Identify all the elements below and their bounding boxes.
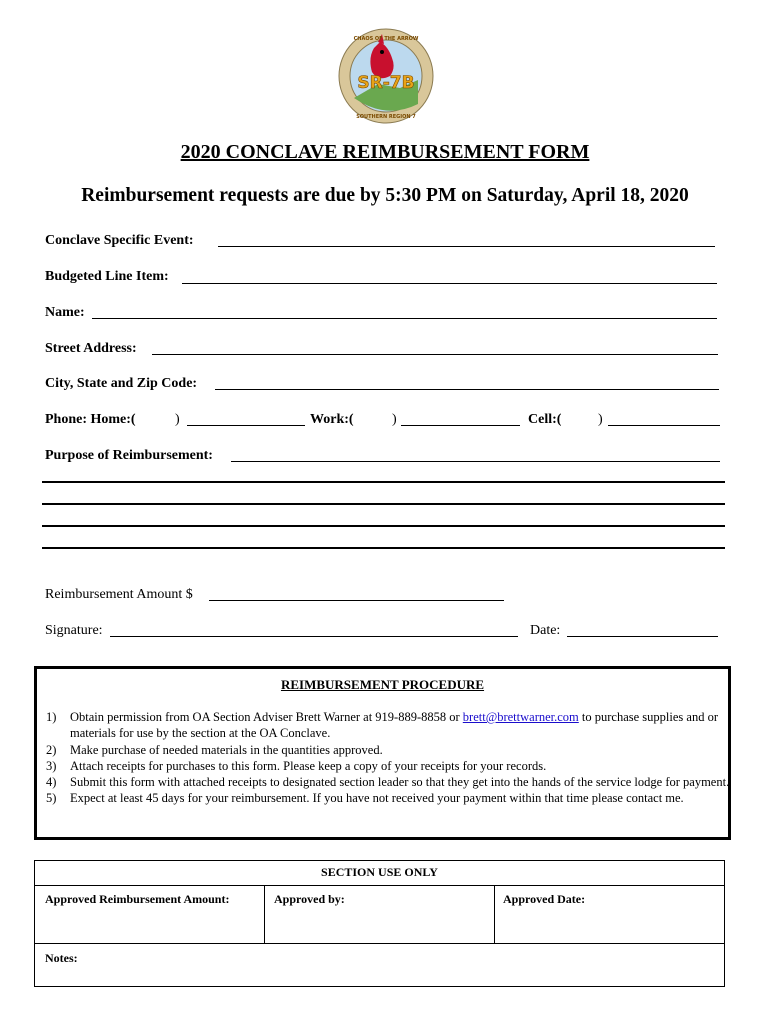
logo-top-text: CHAOS OF THE ARROW — [353, 36, 419, 42]
sr-7b-logo — [338, 28, 434, 124]
date-field[interactable] — [567, 636, 718, 637]
procedure-step-4 — [46, 774, 736, 790]
street-label: Street Address: — [45, 341, 137, 356]
table-divider — [264, 885, 265, 943]
adviser-email-link[interactable]: brett@brettwarner.com — [462, 710, 579, 724]
step-number: 5) — [46, 791, 57, 806]
phone-home-label: Phone: Home:( — [45, 412, 136, 427]
due-date-notice: Reimbursement requests are due by 5:30 PM on Saturday, April 18, 2020 — [81, 185, 689, 206]
event-field[interactable] — [218, 246, 715, 247]
procedure-step-1 — [46, 709, 736, 742]
phone-work-field[interactable] — [401, 425, 520, 426]
amount-label: Reimbursement Amount $ — [45, 587, 193, 602]
city-label: City, State and Zip Code: — [45, 376, 198, 391]
purpose-line-2[interactable] — [42, 481, 725, 483]
purpose-line-3[interactable] — [42, 503, 725, 505]
street-field[interactable] — [152, 354, 718, 355]
purpose-label: Purpose of Reimbursement: — [45, 448, 213, 463]
phone-cell-field[interactable] — [608, 425, 720, 426]
phone-home-field[interactable] — [187, 425, 305, 426]
form-title: 2020 CONCLAVE REIMBURSEMENT FORM — [180, 141, 590, 163]
phone-cell-label: Cell:( — [528, 412, 562, 427]
approved-by-label: Approved by: — [274, 892, 345, 906]
table-divider — [35, 943, 724, 944]
step-number: 4) — [46, 775, 57, 790]
step-text: Obtain permission from OA Section Adviser Brett Warner at 919-889-8858 or — [70, 710, 463, 724]
procedure-box — [34, 666, 731, 840]
step-number: 3) — [46, 758, 57, 773]
procedure-step-3 — [46, 758, 736, 774]
approved-amount-label: Approved Reimbursement Amount: — [45, 892, 230, 906]
phone-cell-paren: ) — [598, 412, 603, 427]
phone-home-paren: ) — [175, 412, 180, 427]
step-number: 1) — [46, 710, 57, 724]
logo-main-text: SR-7B — [357, 73, 415, 93]
purpose-line-4[interactable] — [42, 525, 725, 527]
step-text: Expect at least 45 days for your reimbursement. If you have not received your payment within that time please contact me. — [70, 791, 684, 806]
section-use-table — [34, 860, 725, 987]
signature-label: Signature: — [45, 623, 103, 638]
phone-work-label: Work:( — [310, 412, 354, 427]
procedure-list — [46, 709, 736, 807]
approved-date-label: Approved Date: — [503, 892, 586, 906]
step-text: Attach receipts for purchases to this form. Please keep a copy of your receipts for your records. — [70, 758, 547, 773]
amount-field[interactable] — [209, 600, 504, 601]
step-text: Make purchase of needed materials in the quantities approved. — [70, 742, 383, 757]
step-number: 2) — [46, 742, 57, 757]
logo-bottom-text: SOUTHERN REGION 7 — [356, 114, 416, 120]
name-field[interactable] — [92, 318, 717, 319]
line-item-label: Budgeted Line Item: — [45, 269, 169, 284]
section-use-title: SECTION USE ONLY — [321, 865, 438, 879]
table-divider — [35, 885, 724, 886]
notes-label: Notes: — [45, 951, 78, 965]
procedure-step-2 — [46, 742, 736, 758]
purpose-field[interactable] — [231, 461, 720, 462]
name-label: Name: — [45, 305, 85, 320]
procedure-title: REIMBURSEMENT PROCEDURE — [280, 677, 485, 692]
date-label: Date: — [530, 623, 561, 638]
step-text: Submit this form with attached receipts to designated section leader so that they get into the hands of the service lodge for payment. — [70, 775, 730, 790]
procedure-step-5 — [46, 790, 736, 806]
step-text: to purchase supplies and or materials for use by the section at the OA Conclave. — [70, 710, 718, 741]
city-field[interactable] — [215, 389, 719, 390]
table-divider — [494, 885, 495, 943]
line-item-field[interactable] — [182, 283, 717, 284]
event-label: Conclave Specific Event: — [45, 233, 194, 248]
purpose-line-5[interactable] — [42, 547, 725, 549]
signature-field[interactable] — [110, 636, 518, 637]
phone-work-paren: ) — [392, 412, 397, 427]
